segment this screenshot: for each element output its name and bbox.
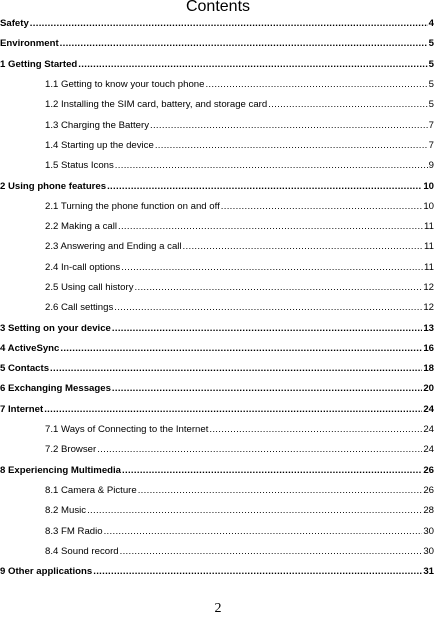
page-title: Contents (185, 0, 251, 15)
toc-entry-page: 4 (428, 18, 434, 30)
dot-leader (122, 465, 422, 477)
toc-entry-label: 1.2 Installing the SIM card, battery, and storage card (45, 99, 268, 111)
toc-chapter-entry[interactable] (0, 400, 436, 420)
toc-chapter-entry[interactable] (0, 562, 436, 582)
dot-leader (60, 38, 428, 50)
dot-leader (60, 343, 422, 355)
toc-entry-label: 8 Experiencing Multimedia (0, 464, 122, 476)
toc-section-entry[interactable] (0, 521, 436, 541)
toc-entry-page: 11 (424, 221, 434, 233)
toc-entry-label: 2 Using phone features (0, 180, 107, 192)
toc-entry-label: 1.3 Charging the Battery (45, 119, 149, 131)
toc-section-entry[interactable] (0, 501, 436, 521)
toc-entry-page: 12 (423, 282, 434, 293)
toc-chapter-entry[interactable] (0, 359, 436, 379)
toc-section-entry[interactable] (0, 298, 436, 318)
toc-section-entry[interactable] (0, 278, 436, 298)
toc-entry-label: 3 Setting on your device (0, 322, 111, 334)
toc-section-entry[interactable] (0, 217, 436, 237)
dot-leader (104, 526, 423, 538)
toc-section-entry[interactable] (0, 136, 436, 156)
dot-leader (138, 485, 423, 497)
toc-entry-label: 8.3 FM Radio (45, 525, 103, 537)
toc-entry-page: 5 (428, 99, 434, 111)
toc-entry-page: 11 (424, 261, 434, 273)
toc-entry-label: Safety (0, 18, 29, 30)
toc-entry-page: 16 (423, 342, 434, 354)
dot-leader (155, 140, 428, 152)
toc-section-entry[interactable] (0, 237, 436, 257)
dot-leader (135, 282, 423, 294)
dot-leader (121, 262, 423, 274)
toc-entry-page: 30 (423, 545, 434, 557)
toc-entry-page: 31 (423, 566, 434, 578)
dot-leader (112, 383, 422, 395)
toc-chapter-entry[interactable] (0, 339, 436, 359)
toc-entry-label: 1.5 Status Icons (45, 160, 114, 172)
dot-leader (209, 424, 422, 436)
toc-section-entry[interactable] (0, 420, 436, 440)
toc-entry-page: 20 (423, 383, 434, 395)
toc-entry-page: 12 (423, 302, 434, 314)
dot-leader (150, 120, 428, 132)
dot-leader (44, 404, 422, 416)
toc-section-entry[interactable] (0, 258, 436, 278)
dot-leader (107, 181, 422, 193)
toc-entry-label: 8.2 Music (45, 505, 87, 517)
toc-entry-page: 10 (423, 200, 434, 212)
toc-section-entry[interactable] (0, 95, 436, 115)
toc-entry-label: 5 Contacts (0, 363, 50, 375)
toc-chapter-entry[interactable] (0, 55, 436, 75)
toc-entry-page: 28 (423, 505, 434, 517)
toc-entry-label: 6 Exchanging Messages (0, 383, 111, 395)
toc-entry-page: 13 (423, 322, 434, 334)
toc-chapter-entry[interactable] (0, 461, 436, 481)
toc-entry-label: 2.2 Making a call (45, 221, 117, 233)
toc-entry-page: 7 (428, 119, 434, 131)
toc-entry-label: 2.3 Answering and Ending a call (45, 241, 182, 253)
toc-entry-label: 1.1 Getting to know your touch phone (45, 79, 205, 91)
toc-entry-page: 9 (428, 160, 434, 172)
dot-leader (114, 302, 422, 314)
dot-leader (93, 566, 422, 578)
toc-entry-page: 10 (423, 180, 434, 192)
toc-entry-label: 4 ActiveSync (0, 342, 60, 354)
toc-section-entry[interactable] (0, 542, 436, 562)
dot-leader (87, 505, 422, 517)
toc-entry-label: 7.2 Browser (45, 444, 97, 456)
dot-leader (120, 546, 423, 558)
toc-entry-label: Environment (0, 38, 59, 50)
toc-section-entry[interactable] (0, 156, 436, 176)
toc-section-entry[interactable] (0, 75, 436, 95)
toc-entry-label: 2.4 In-call options (45, 261, 121, 273)
toc-chapter-entry[interactable] (0, 318, 436, 338)
toc-entry-page: 30 (423, 525, 434, 537)
dot-leader (268, 99, 427, 111)
toc-chapter-entry[interactable] (0, 14, 436, 34)
toc-entry-label: 9 Other applications (0, 566, 93, 578)
toc-entry-label: 8.4 Sound record (45, 545, 119, 557)
toc-entry-page: 26 (423, 484, 434, 496)
toc-entry-label: 8.1 Camera & Picture (45, 484, 137, 496)
toc-chapter-entry[interactable] (0, 379, 436, 399)
toc-entry-page: 7 (428, 139, 434, 151)
dot-leader (183, 241, 423, 253)
dot-leader (118, 221, 423, 233)
dot-leader (97, 444, 422, 456)
toc-entry-label: 1 Getting Started (0, 58, 78, 70)
dot-leader (112, 323, 422, 335)
dot-leader (30, 18, 428, 30)
dot-leader (78, 59, 427, 71)
toc-entry-page: 24 (423, 444, 434, 456)
toc-entry-page: 18 (423, 363, 434, 375)
toc-entry-label: 1.4 Starting up the device (45, 139, 154, 151)
toc-chapter-entry[interactable] (0, 176, 436, 196)
toc-entry-label: 2.6 Call settings (45, 302, 114, 314)
dot-leader (205, 79, 427, 91)
toc-entry-label: 7 Internet (0, 403, 44, 415)
toc-entry-label: 2.5 Using call history (45, 282, 134, 293)
toc-entry-page: 5 (428, 58, 434, 70)
toc-section-entry[interactable] (0, 481, 436, 501)
toc-entry-label: 2.1 Turning the phone function on and off (45, 200, 220, 212)
toc-section-entry[interactable] (0, 115, 436, 135)
dot-leader (50, 363, 422, 375)
toc-entry-page: 5 (428, 79, 434, 91)
toc-section-entry[interactable] (0, 440, 436, 460)
dot-leader (221, 201, 423, 213)
page-number: 2 (214, 601, 222, 616)
dot-leader (115, 160, 428, 172)
toc-section-entry[interactable] (0, 197, 436, 217)
toc-chapter-entry[interactable] (0, 34, 436, 54)
toc-entry-label: 7.1 Ways of Connecting to the Internet (45, 424, 209, 436)
toc-entry-page: 26 (423, 464, 434, 476)
toc-entry-page: 24 (423, 403, 434, 415)
toc-entry-page: 11 (424, 241, 434, 253)
toc-entry-page: 24 (423, 424, 434, 436)
table-of-contents (0, 14, 436, 582)
toc-entry-page: 5 (428, 38, 434, 50)
